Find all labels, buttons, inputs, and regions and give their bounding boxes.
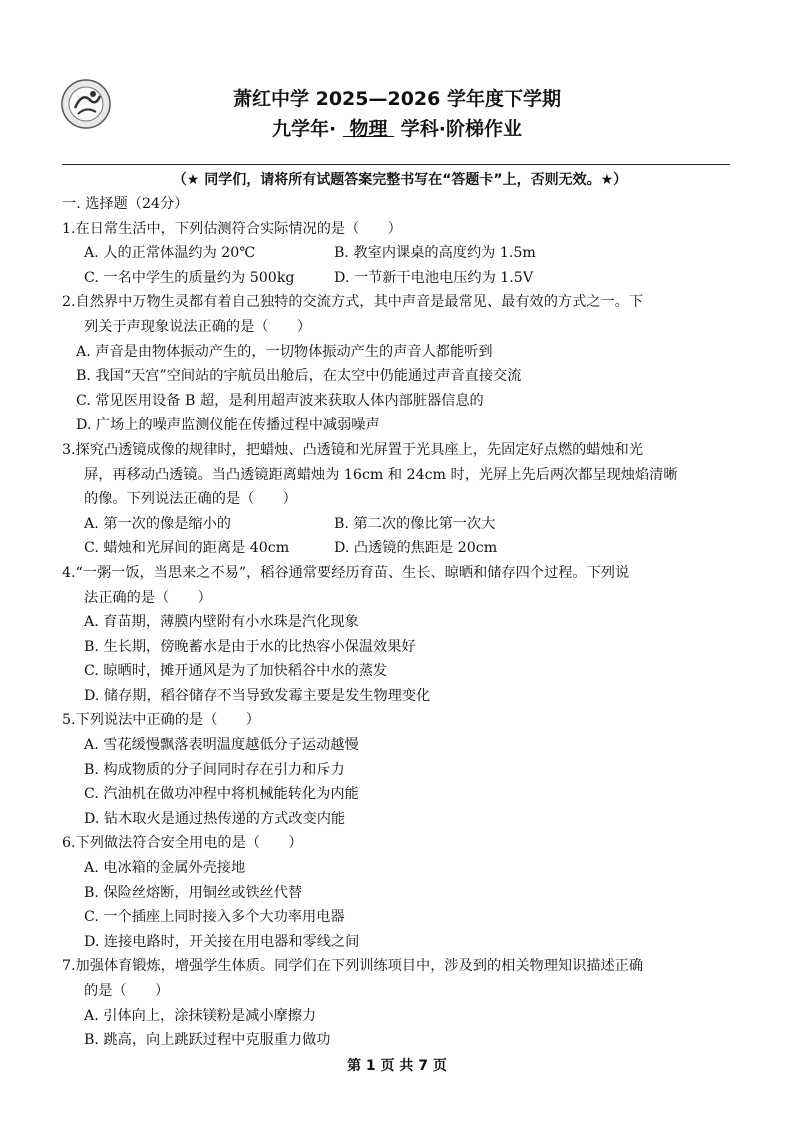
question-4 xyxy=(62,561,738,709)
option-row xyxy=(62,241,738,266)
option-b: B. 跳高，向上跳跃过程中克服重力做功 xyxy=(84,1032,331,1049)
document-title-line2 xyxy=(0,114,794,141)
question-3 xyxy=(62,438,738,561)
option-d: D. 一节新干电池电压约为 1.5V xyxy=(334,269,534,286)
option-c: C. 晾晒时，摊开通风是为了加快稻谷中水的蒸发 xyxy=(84,663,388,680)
question-stem: 6.下列做法符合安全用电的是（ ） xyxy=(62,835,303,852)
option-b: B. 我国“天宫”空间站的宇航员出舱后，在太空中仍能通过声音直接交流 xyxy=(76,368,522,385)
option-c: C. 蜡烛和光屏间的距离是 40cm xyxy=(84,540,290,557)
question-1 xyxy=(62,217,738,291)
subject-blank xyxy=(343,118,394,140)
question-2 xyxy=(62,290,738,438)
option-d: D. 连接电路时，开关接在用电器和零线之间 xyxy=(84,933,360,950)
section-heading: 一. 选择题（24分） xyxy=(62,196,189,212)
option-c: C. 一个插座上同时接入多个大功率用电器 xyxy=(84,909,345,926)
option-row xyxy=(62,512,738,537)
option-a: A. 第一次的像是缩小的 xyxy=(84,515,231,532)
option-a: A. 人的正常体温约为 20℃ xyxy=(84,245,256,262)
document-body xyxy=(62,168,738,1053)
option-b: B. 教室内课桌的高度约为 1.5m xyxy=(334,245,536,262)
page-number: 第 1 页 共 7 页 xyxy=(347,1058,447,1074)
option-b: B. 构成物质的分子间同时存在引力和斥力 xyxy=(84,761,345,778)
notice-text: （★ 同学们，请将所有试题答案完整书写在“答题卡”上，否则无效。★） xyxy=(172,172,628,188)
question-stem: 3.探究凸透镜成像的规律时，把蜡烛、凸透镜和光屏置于光具座上，先固定好点燃的蜡烛和光 xyxy=(62,441,644,458)
question-stem-cont: 的是（ ） xyxy=(84,983,170,999)
question-stem-cont: 的像。下列说法正确的是（ ） xyxy=(84,491,297,508)
grade-label: 九学年· xyxy=(272,118,337,140)
option-c: C. 一名中学生的质量约为 500kg xyxy=(84,269,295,286)
option-row xyxy=(62,536,738,561)
option-row xyxy=(62,266,738,291)
question-7 xyxy=(62,954,738,1052)
question-stem: 7.加强体育锻炼，增强学生体质。同学们在下列训练项目中，涉及到的相关物理知识描述正确 xyxy=(62,958,644,975)
header-divider xyxy=(62,164,730,165)
question-stem-cont: 法正确的是（ ） xyxy=(84,589,212,606)
option-a: A. 声音是由物体振动产生的，一切物体振动产生的声音人都能听到 xyxy=(76,343,493,360)
homework-label: 学科·阶梯作业 xyxy=(400,118,522,140)
option-b: B. 生长期，傍晚蓄水是由于水的比热容小保温效果好 xyxy=(84,638,416,655)
option-c: C. 汽油机在做功冲程中将机械能转化为内能 xyxy=(84,786,359,803)
option-d: D. 广场上的噪声监测仪能在传播过程中减弱噪声 xyxy=(76,417,380,434)
question-stem-cont: 列关于声现象说法正确的是（ ） xyxy=(84,318,312,335)
question-stem: 1.在日常生活中，下列估测符合实际情况的是（ ） xyxy=(62,220,402,237)
question-stem-cont: 屏，再移动凸透镜。当凸透镜距离蜡烛为 16cm 和 24cm 时，光屏上先后两次都呈现烛焰清晰 xyxy=(84,466,678,483)
question-stem: 5.下列说法中正确的是（ ） xyxy=(62,712,260,729)
option-a: A. 电冰箱的金属外壳接地 xyxy=(84,860,246,877)
document-title-line1: 萧红中学 2025—2026 学年度下学期 xyxy=(233,88,561,110)
question-6 xyxy=(62,831,738,954)
question-stem: 2.自然界中万物生灵都有着自己独特的交流方式，其中声音是最常见、最有效的方式之一。下 xyxy=(62,294,644,311)
option-a: A. 育苗期，薄膜内壁附有小水珠是汽化现象 xyxy=(84,614,359,631)
question-stem: 4.“一粥一饭，当思来之不易”，稻谷通常要经历育苗、生长、晾晒和储存四个过程。下列说 xyxy=(62,564,630,581)
option-d: D. 凸透镜的焦距是 20cm xyxy=(334,540,498,557)
option-a: A. 雪花缓慢飘落表明温度越低分子运动越慢 xyxy=(84,737,359,754)
subject-name: 物理 xyxy=(349,118,388,140)
option-b: B. 保险丝熔断，用铜丝或铁丝代替 xyxy=(84,884,303,901)
option-d: D. 储存期，稻谷储存不当导致发霉主要是发生物理变化 xyxy=(84,687,431,704)
option-a: A. 引体向上，涂抹镁粉是减小摩擦力 xyxy=(84,1007,317,1024)
question-5 xyxy=(62,708,738,831)
option-d: D. 钻木取火是通过热传递的方式改变内能 xyxy=(84,810,346,827)
option-c: C. 常见医用设备 B 超，是利用超声波来获取人体内部脏器信息的 xyxy=(76,392,484,409)
option-b: B. 第二次的像比第一次大 xyxy=(334,515,496,532)
